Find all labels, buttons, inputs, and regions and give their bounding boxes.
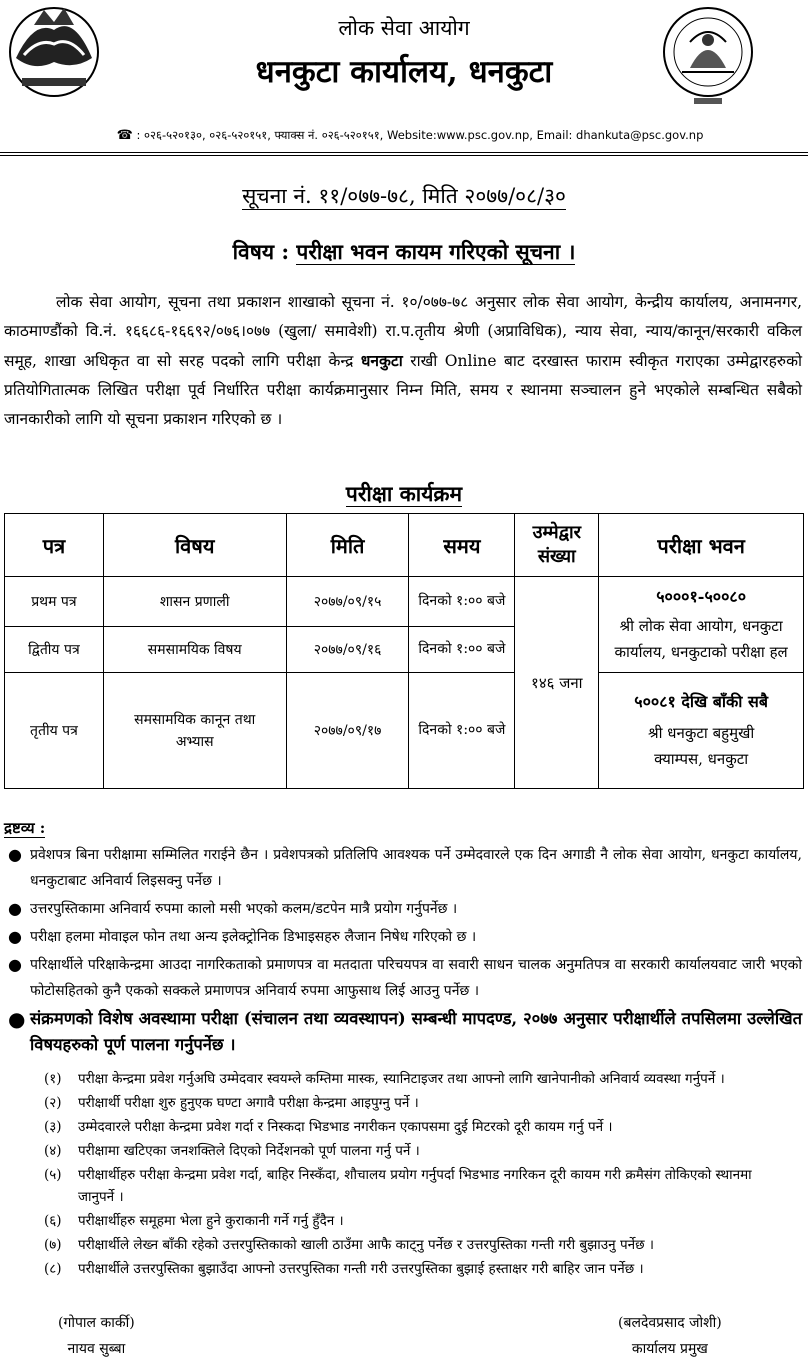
cell-venue-1 <box>599 577 804 673</box>
subject-text: परीक्षा भवन कायम गरिएको सूचना । <box>296 239 576 264</box>
venue-1-place: श्री लोक सेवा आयोग, धनकुटा कार्यालय, धनकुटाको परीक्षा हल <box>614 616 788 661</box>
list-item <box>44 1210 784 1232</box>
item-number: (८) <box>44 1261 62 1277</box>
cell-venue-2 <box>599 673 804 789</box>
cell-subject: समसामयिक कानून तथा अभ्यास <box>103 673 286 789</box>
cell-time: दिनको १:०० बजे <box>409 577 515 627</box>
bullet-dot: ● <box>8 845 22 864</box>
signature-right <box>618 1310 722 1362</box>
bullet-dot: ● <box>8 955 22 974</box>
header-date: मिति <box>286 514 409 577</box>
item-text: परीक्षा केन्द्रमा प्रवेश गर्नुअघि उम्मेदवार स्वयम्ले कम्तिमा मास्क, स्यानिटाइजर तथा आफ्नो लागि खानेपानीको अनिवार्य व्यवस्था गर्नुपर्ने । <box>78 1071 725 1087</box>
notice-number <box>0 182 808 210</box>
header-subject: विषय <box>103 514 286 577</box>
exam-schedule-table <box>4 513 804 789</box>
cell-date: २०७७/०९/१६ <box>286 627 409 673</box>
notes-heading-text: द्रष्टव्य : <box>4 819 46 837</box>
item-text: परीक्षार्थी परीक्षा शुरु हुनुएक घण्टा अगावै परीक्षा केन्द्रमा आइपुग्नु पर्ने । <box>78 1095 419 1111</box>
body-part1: लोक सेवा आयोग, सूचना तथा प्रकाशन शाखाको सूचना नं. १०/०७७-७८ अनुसार लोक सेवा आयोग, केन्द्रीय कार्यालय, अनामनगर, काठमाण्डौंको वि.नं. १६६८६-१६६९२/०७६।०७७ (खुला/ समावेशी) रा.प.तृतीय श्रेणी (अप्राविधिक), न्याय सेवा, न्याय/कानून/सरकारी वकिल समूह, शाखा अधिकृत वा सो सरह पदको लागि परीक्षा केन्द्र <box>4 293 802 370</box>
note-text: प्रवेशपत्र बिना परीक्षामा सम्मिलित गराईने छैन । प्रवेशपत्रको प्रतिलिपि आवश्यक पर्ने उम्मेदवारले एक दिन अगाडी नै लोक सेवा आयोग, धनकुटा कार्यालय, धनकुटाबाट अनिवार्य लिइसक्नु पर्नेछ । <box>30 847 802 889</box>
list-item <box>44 1140 784 1162</box>
cell-paper: द्वितीय पत्र <box>5 627 104 673</box>
table-header-row <box>5 514 804 577</box>
item-number: (६) <box>44 1213 62 1229</box>
header-time: समय <box>409 514 515 577</box>
list-item <box>6 924 802 950</box>
bullet-dot: ● <box>8 927 22 946</box>
cell-time: दिनको १:०० बजे <box>409 673 515 789</box>
header-divider <box>0 152 808 153</box>
cell-date: २०७७/०९/१७ <box>286 673 409 789</box>
item-number: (५) <box>44 1167 62 1183</box>
item-number: (२) <box>44 1095 62 1111</box>
list-item <box>6 896 802 922</box>
body-exam-center: धनकुटा <box>360 351 403 370</box>
cell-candidates: १४६ जना <box>515 577 599 789</box>
list-item <box>44 1234 784 1256</box>
schedule-title-text: परीक्षा कार्यक्रम <box>345 481 463 506</box>
cell-paper: प्रथम पत्र <box>5 577 104 627</box>
contact-info: : ०२६-५२०१३०, ०२६-५२०१५१, फ्याक्स नं. ०२६-५२०१५१, Website:www.psc.gov.np, Email: dhankuta@psc.gov.np <box>136 128 704 142</box>
signatory-right-title: कार्यालय प्रमुख <box>631 1341 708 1357</box>
list-item <box>44 1068 784 1090</box>
body-part2: राखी Online बाट दरखास्त फाराम स्वीकृत गराएका उम्मेद्वारहरुको प्रतियोगितात्मक लिखित परीक्षा पूर्व निर्धारित परीक्षा कार्यक्रमानुसार निम्न मिति, समय र स्थानमा सञ्चालन हुने भएकोले सम्बन्धित सबैको जानकारीको लागि यो सूचना प्रकाशन गरिएको छ । <box>4 352 802 428</box>
notice-number-text: सूचना नं. ११/०७७-७८, मिति २०७७/०८/३० <box>242 184 566 208</box>
table-row <box>5 577 804 627</box>
list-item <box>44 1116 784 1138</box>
item-number: (१) <box>44 1071 62 1087</box>
note-text: उत्तरपुस्तिकामा अनिवार्य रुपमा कालो मसी भएको कलम/डटपेन मात्रै प्रयोग गर्नुपर्नेछ । <box>30 901 458 917</box>
table-row <box>5 673 804 789</box>
list-item <box>6 842 802 894</box>
organization-name: लोक सेवा आयोग <box>338 16 470 40</box>
item-text: उम्मेदवारले परीक्षा केन्द्रमा प्रवेश गर्दा र निस्कदा भिडभाड नगरीकन एकापसमा दुई मिटरको दूरी कायम गर्नु पर्ने । <box>78 1119 613 1135</box>
item-text: परीक्षार्थीहरु समूहमा भेला हुने कुराकानी गर्ने गर्नु हुँदैन । <box>78 1213 344 1229</box>
signature-left <box>58 1310 135 1362</box>
subject-prefix: विषय : <box>232 239 297 264</box>
item-text: परीक्षार्थीहरु परीक्षा केन्द्रमा प्रवेश गर्दा, बाहिर निस्कँदा, शौचालय प्रयोग गर्नुपर्दा भिडभाड नगरिकन दूरी कायम गरी क्रमैसंग तोकिएको स्थानमा जानुपर्ने । <box>78 1167 752 1205</box>
list-item <box>44 1258 784 1280</box>
cell-date: २०७७/०९/१५ <box>286 577 409 627</box>
header-divider-double <box>0 155 808 156</box>
note-text: परिक्षार्थीले परिक्षाकेन्द्रमा आउदा नागरिकताको प्रमाणपत्र वा मतदाता परिचयपत्र वा सवारी साधन चालक अनुमतिपत्र वा सरकारी कार्यालयवाट जारी भएको फोटोसहितको कुनै एकको सक्कले प्रमाणपत्र अनिवार्य रुपमा आफुसाथ लिई आउनु पर्नेछ । <box>30 957 802 999</box>
cell-subject: समसामयिक विषय <box>103 627 286 673</box>
item-number: (४) <box>44 1143 62 1159</box>
note-text: परीक्षा हलमा मोवाइल फोन तथा अन्य इलेक्ट्रोनिक डिभाइसहरु लैजान निषेध गरिएको छ । <box>30 929 477 945</box>
list-item <box>44 1092 784 1114</box>
item-number: (३) <box>44 1119 62 1135</box>
item-text: परीक्षार्थीले उत्तरपुस्तिका बुझाउँदा आफ्नो उत्तरपुस्तिका गन्ती गरी उत्तरपुस्तिका बुझाई हस्ताक्षर गरी बाहिर जान पर्नेछ । <box>78 1261 644 1277</box>
signatory-left-title: नायव सुब्बा <box>67 1341 126 1357</box>
header-candidates: उम्मेद्वार संख्या <box>515 514 599 577</box>
signatory-right-name: (बलदेवप्रसाद जोशी) <box>618 1315 722 1331</box>
item-number: (७) <box>44 1237 62 1253</box>
signatory-left-name: (गोपाल कार्की) <box>58 1315 135 1331</box>
venue-2-range: ५००८१ देखि बाँकी सबै <box>634 691 768 711</box>
notice-body <box>4 288 802 434</box>
cell-paper: तृतीय पत्र <box>5 673 104 789</box>
notice-subject <box>0 238 808 266</box>
venue-2-place: श्री धनकुटा बहुमुखी क्याम्पस, धनकुटा <box>648 723 755 768</box>
header-paper: पत्र <box>5 514 104 577</box>
bullet-dot: ● <box>8 899 22 918</box>
header-venue: परीक्षा भवन <box>599 514 804 577</box>
notes-heading <box>4 818 45 838</box>
list-item <box>6 1006 802 1058</box>
phone-icon: ☎ <box>116 128 133 143</box>
notes-list <box>6 842 802 1060</box>
cell-time: दिनको १:०० बजे <box>409 627 515 673</box>
list-item <box>6 952 802 1004</box>
office-name: धनकुटा कार्यालय, धनकुटा <box>255 54 553 90</box>
note-text-bold: संक्रमणको विशेष अवस्थामा परीक्षा (संचालन तथा व्यवस्थापन) सम्बन्धी मापदण्ड, २०७७ अनुसार परीक्षार्थीले तपसिलमा उल्लेखित विषयहरुको पूर्ण पालना गर्नुपर्नेछ । <box>30 1009 802 1054</box>
list-item <box>44 1164 784 1208</box>
item-text: परीक्षामा खटिएका जनशक्तिले दिएको निर्देशनको पूर्ण पालना गर्नु पर्ने । <box>78 1143 420 1159</box>
contact-line <box>60 128 760 143</box>
cell-subject: शासन प्रणाली <box>103 577 286 627</box>
covid-rules-list <box>44 1068 784 1282</box>
bullet-dot: ● <box>8 1007 26 1031</box>
venue-1-range: ५०००१-५००८० <box>656 586 747 606</box>
item-text: परीक्षार्थीले लेख्न बाँकी रहेको उत्तरपुस्तिकाको खाली ठाउँमा आफै काट्नु पर्नेछ र उत्तरपुस्तिका गन्ती गरी बुझाउनु पर्नेछ । <box>78 1237 654 1253</box>
schedule-title <box>0 480 808 508</box>
